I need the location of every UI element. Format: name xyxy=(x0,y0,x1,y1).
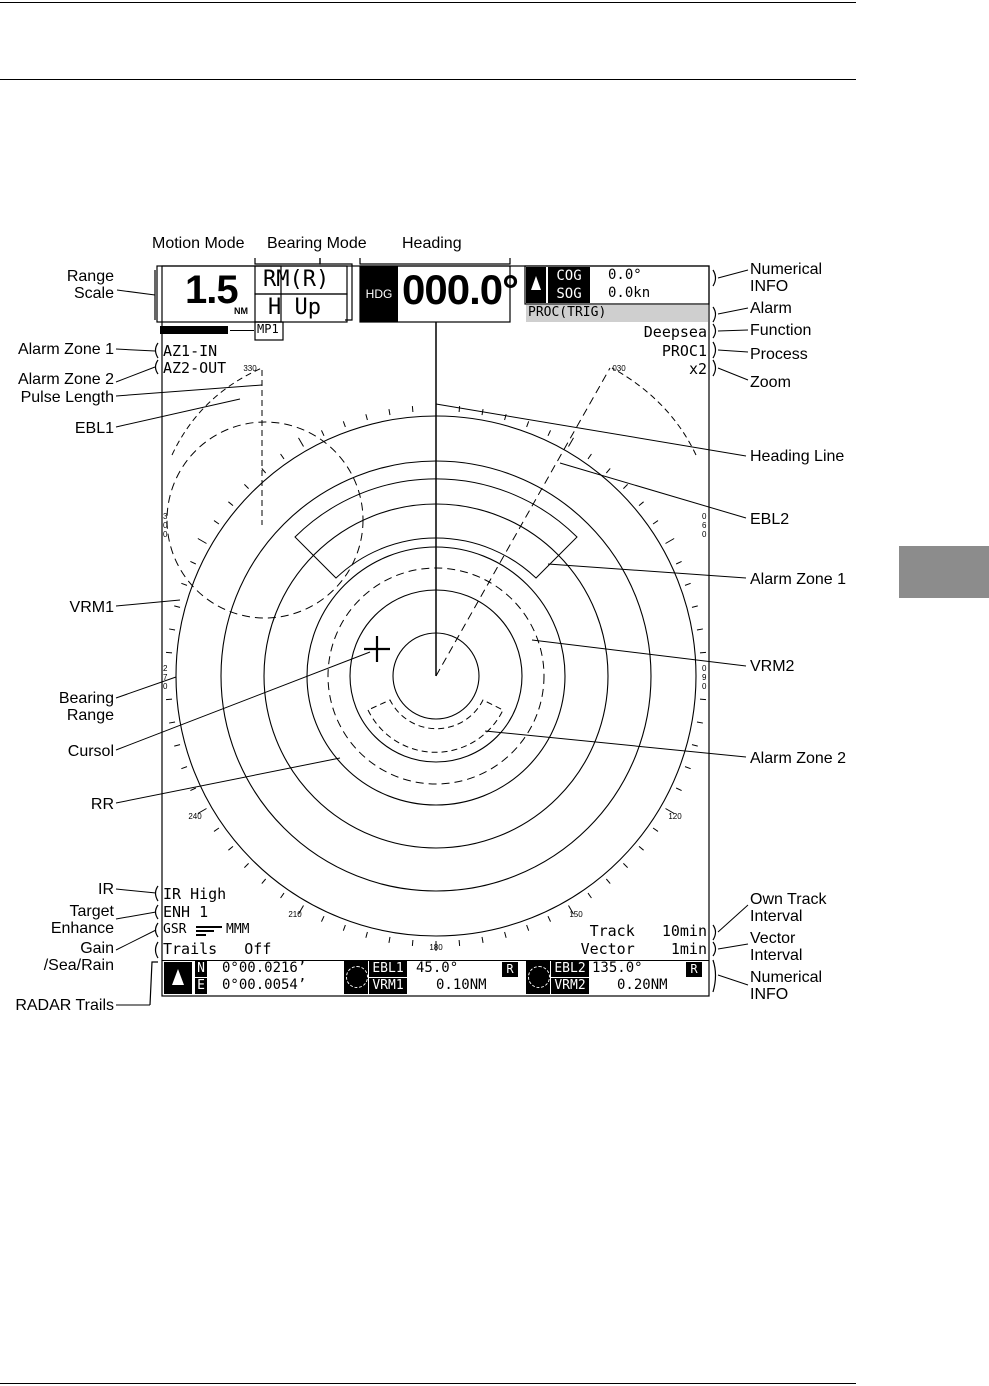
callout-rr: RR xyxy=(90,796,114,813)
bearing-tick xyxy=(569,438,574,447)
range-bar-tail xyxy=(230,330,254,331)
process-value[interactable]: PROC1 xyxy=(661,342,707,360)
bearing-tick xyxy=(697,629,703,630)
pulse-value: MP1 xyxy=(257,322,279,336)
alarm-zone-2 xyxy=(368,700,503,752)
callout-vector-interval: Vector Interval xyxy=(750,930,803,964)
bearing-tick xyxy=(181,583,187,585)
sog-value: 0.0kn xyxy=(608,285,651,301)
callout-ebl1: EBL1 xyxy=(74,420,114,437)
bearing-tick xyxy=(169,722,175,723)
callout-pulse-length: Pulse Length xyxy=(20,389,114,406)
bearing-tick xyxy=(653,521,658,524)
bearing-tick xyxy=(623,863,627,867)
range-unit: NM xyxy=(234,306,248,316)
bearing-tick xyxy=(548,916,551,921)
bearing-tick xyxy=(281,454,284,459)
zoom-value[interactable]: x2 xyxy=(688,360,707,378)
ebl2-line xyxy=(436,368,610,676)
bearing-tick xyxy=(214,828,219,831)
bearing-mode-value[interactable]: H Up xyxy=(268,295,321,320)
vector-value[interactable]: Vector 1min xyxy=(580,940,707,958)
callout-cursol: Cursol xyxy=(67,743,114,760)
bearing-tick xyxy=(685,767,691,769)
callout-alarm-zone-2-right: Alarm Zone 2 xyxy=(750,750,847,767)
callout-ebl2: EBL2 xyxy=(750,511,790,528)
callout-alarm-zone-1-left: Alarm Zone 1 xyxy=(17,341,114,358)
bearing-150: 150 xyxy=(569,910,583,919)
bearing-tick xyxy=(166,699,172,700)
callout-alarm: Alarm xyxy=(750,300,792,317)
callout-vrm1: VRM1 xyxy=(69,599,114,616)
bearing-120: 120 xyxy=(668,812,682,821)
cursor xyxy=(364,636,390,662)
bearing-tick xyxy=(527,925,529,931)
bearing-tick xyxy=(389,937,390,943)
bearing-tick xyxy=(653,828,658,831)
cog-label: COG xyxy=(548,267,590,285)
bearing-330: 330 xyxy=(243,364,257,373)
r1-badge[interactable]: R xyxy=(502,962,518,977)
cog-value: 0.0° xyxy=(608,267,642,283)
bearing-tick xyxy=(676,561,681,564)
bearing-tick xyxy=(198,539,207,544)
callout-range-scale: Range Scale xyxy=(66,268,114,302)
callout-heading: Heading xyxy=(402,235,462,252)
bearing-tick xyxy=(459,940,460,946)
bearing-tick xyxy=(665,539,674,544)
bearing-tick xyxy=(692,745,698,747)
alarm-text: PROC(TRIG) xyxy=(528,305,607,320)
bearing-tick xyxy=(505,932,507,938)
callout-alarm-zone-2-left: Alarm Zone 2 xyxy=(17,371,114,388)
bearing-tick xyxy=(281,893,284,898)
bearing-tick xyxy=(244,863,248,867)
n-label: N xyxy=(195,961,207,977)
bearing-tick xyxy=(548,430,551,435)
bearing-tick xyxy=(697,722,703,723)
callout-process: Process xyxy=(750,346,808,363)
bearing-tick xyxy=(623,484,627,488)
ebl2-dial-ring xyxy=(528,966,550,988)
bearing-300: 300 xyxy=(163,512,168,539)
r2-badge[interactable]: R xyxy=(686,962,702,977)
trails-value[interactable]: Trails Off xyxy=(163,940,272,958)
track-value[interactable]: Track 10min xyxy=(589,922,707,940)
bearing-tick xyxy=(700,699,706,700)
gsr-bars-icon xyxy=(196,926,222,936)
bearing-tick xyxy=(459,406,460,412)
callout-bearing-range: Bearing Range xyxy=(58,690,114,724)
bearing-tick xyxy=(412,406,413,412)
callout-vrm2: VRM2 xyxy=(750,658,795,675)
bearing-tick xyxy=(639,846,644,850)
bearing-tick xyxy=(588,454,591,459)
gsr-value: MMM xyxy=(226,922,250,937)
ship-icon-top-glyph xyxy=(531,276,541,290)
callout-zoom: Zoom xyxy=(750,374,791,391)
bearing-240: 240 xyxy=(188,812,202,821)
bearing-tick xyxy=(343,925,345,931)
callout-ir: IR xyxy=(98,881,114,898)
bearing-tick xyxy=(321,430,324,435)
gsr-label[interactable]: GSR xyxy=(163,922,187,937)
vrm2-label: VRM2 xyxy=(551,978,589,994)
enh-value[interactable]: ENH 1 xyxy=(163,903,209,921)
bearing-tick xyxy=(676,788,681,791)
range-value: 1.5 xyxy=(185,268,238,312)
ebl1-dial-ring xyxy=(346,966,368,988)
callout-own-track-interval: Own Track Interval xyxy=(750,891,827,925)
callout-function: Function xyxy=(750,322,812,339)
bearing-tick xyxy=(299,438,304,447)
ir-value[interactable]: IR High xyxy=(163,885,227,903)
bearing-tick xyxy=(412,940,413,946)
callout-motion-mode: Motion Mode xyxy=(152,235,245,252)
bearing-090: 090 xyxy=(702,664,707,691)
bearing-180: 180 xyxy=(429,943,443,952)
function-value[interactable]: Deepsea xyxy=(643,323,707,341)
bearing-tick xyxy=(166,652,172,653)
bearing-tick xyxy=(174,745,180,747)
callout-target-enhance: Target Enhance xyxy=(50,903,114,937)
callout-numerical-info-top: Numerical INFO xyxy=(750,261,823,295)
bearing-tick xyxy=(174,606,180,608)
callout-radar-trails: RADAR Trails xyxy=(15,997,114,1014)
hdg-label: HDG xyxy=(360,266,398,322)
bearing-tick xyxy=(190,561,195,564)
bearing-060: 060 xyxy=(702,512,707,539)
bearing-tick xyxy=(606,879,610,884)
bearing-tick xyxy=(228,846,233,850)
motion-mode-value[interactable]: RM(R) xyxy=(263,267,330,292)
bearing-tick xyxy=(639,502,644,506)
ebl2-value: 135.0° xyxy=(592,960,643,976)
sog-label: SOG xyxy=(548,285,590,303)
bearing-tick xyxy=(228,502,233,506)
vrm1-circle xyxy=(167,422,363,618)
bearing-tick xyxy=(366,414,368,420)
bearing-tick xyxy=(244,484,248,488)
bearing-tick xyxy=(692,606,698,608)
bearing-030: 030 xyxy=(612,364,626,373)
az1-value[interactable]: AZ1-IN xyxy=(163,342,218,360)
callout-gain: Gain /Sea/Rain xyxy=(43,940,114,974)
bearing-tick xyxy=(588,893,591,898)
e-label: E xyxy=(195,978,207,994)
callout-bearing-mode: Bearing Mode xyxy=(267,235,367,252)
vrm2-value: 0.20NM xyxy=(617,977,668,993)
bearing-tick xyxy=(366,932,368,938)
bearing-tick xyxy=(527,421,529,427)
bearing-270: 270 xyxy=(163,664,168,691)
bearing-tick xyxy=(685,583,691,585)
latitude-value: 0°00.0216’ xyxy=(222,960,307,976)
longitude-value: 0°00.0054’ xyxy=(222,977,307,993)
bearing-tick xyxy=(482,937,483,943)
bearing-210: 210 xyxy=(288,910,302,919)
bearing-tick xyxy=(262,879,266,884)
ebl1-label: EBL1 xyxy=(369,961,407,977)
bearing-tick xyxy=(389,409,390,415)
vrm1-label: VRM1 xyxy=(369,978,407,994)
callout-heading-line: Heading Line xyxy=(750,448,845,465)
ship-icon-bottom-glyph xyxy=(172,969,184,985)
bearing-tick xyxy=(606,468,610,473)
bearing-tick xyxy=(321,916,324,921)
callout-alarm-zone-1-right: Alarm Zone 1 xyxy=(750,571,847,588)
heading-value: 000.0° xyxy=(402,266,518,313)
vrm1-value: 0.10NM xyxy=(436,977,487,993)
az2-value[interactable]: AZ2-OUT xyxy=(163,359,227,377)
callout-numerical-info-bottom: Numerical INFO xyxy=(750,969,823,1003)
bearing-tick xyxy=(181,767,187,769)
range-bar xyxy=(160,326,228,334)
bearing-tick xyxy=(343,421,345,427)
bearing-tick xyxy=(169,629,175,630)
ebl1-value: 45.0° xyxy=(416,960,459,976)
bearing-tick xyxy=(700,652,706,653)
ebl2-label: EBL2 xyxy=(551,961,589,977)
bearing-tick xyxy=(214,521,219,524)
